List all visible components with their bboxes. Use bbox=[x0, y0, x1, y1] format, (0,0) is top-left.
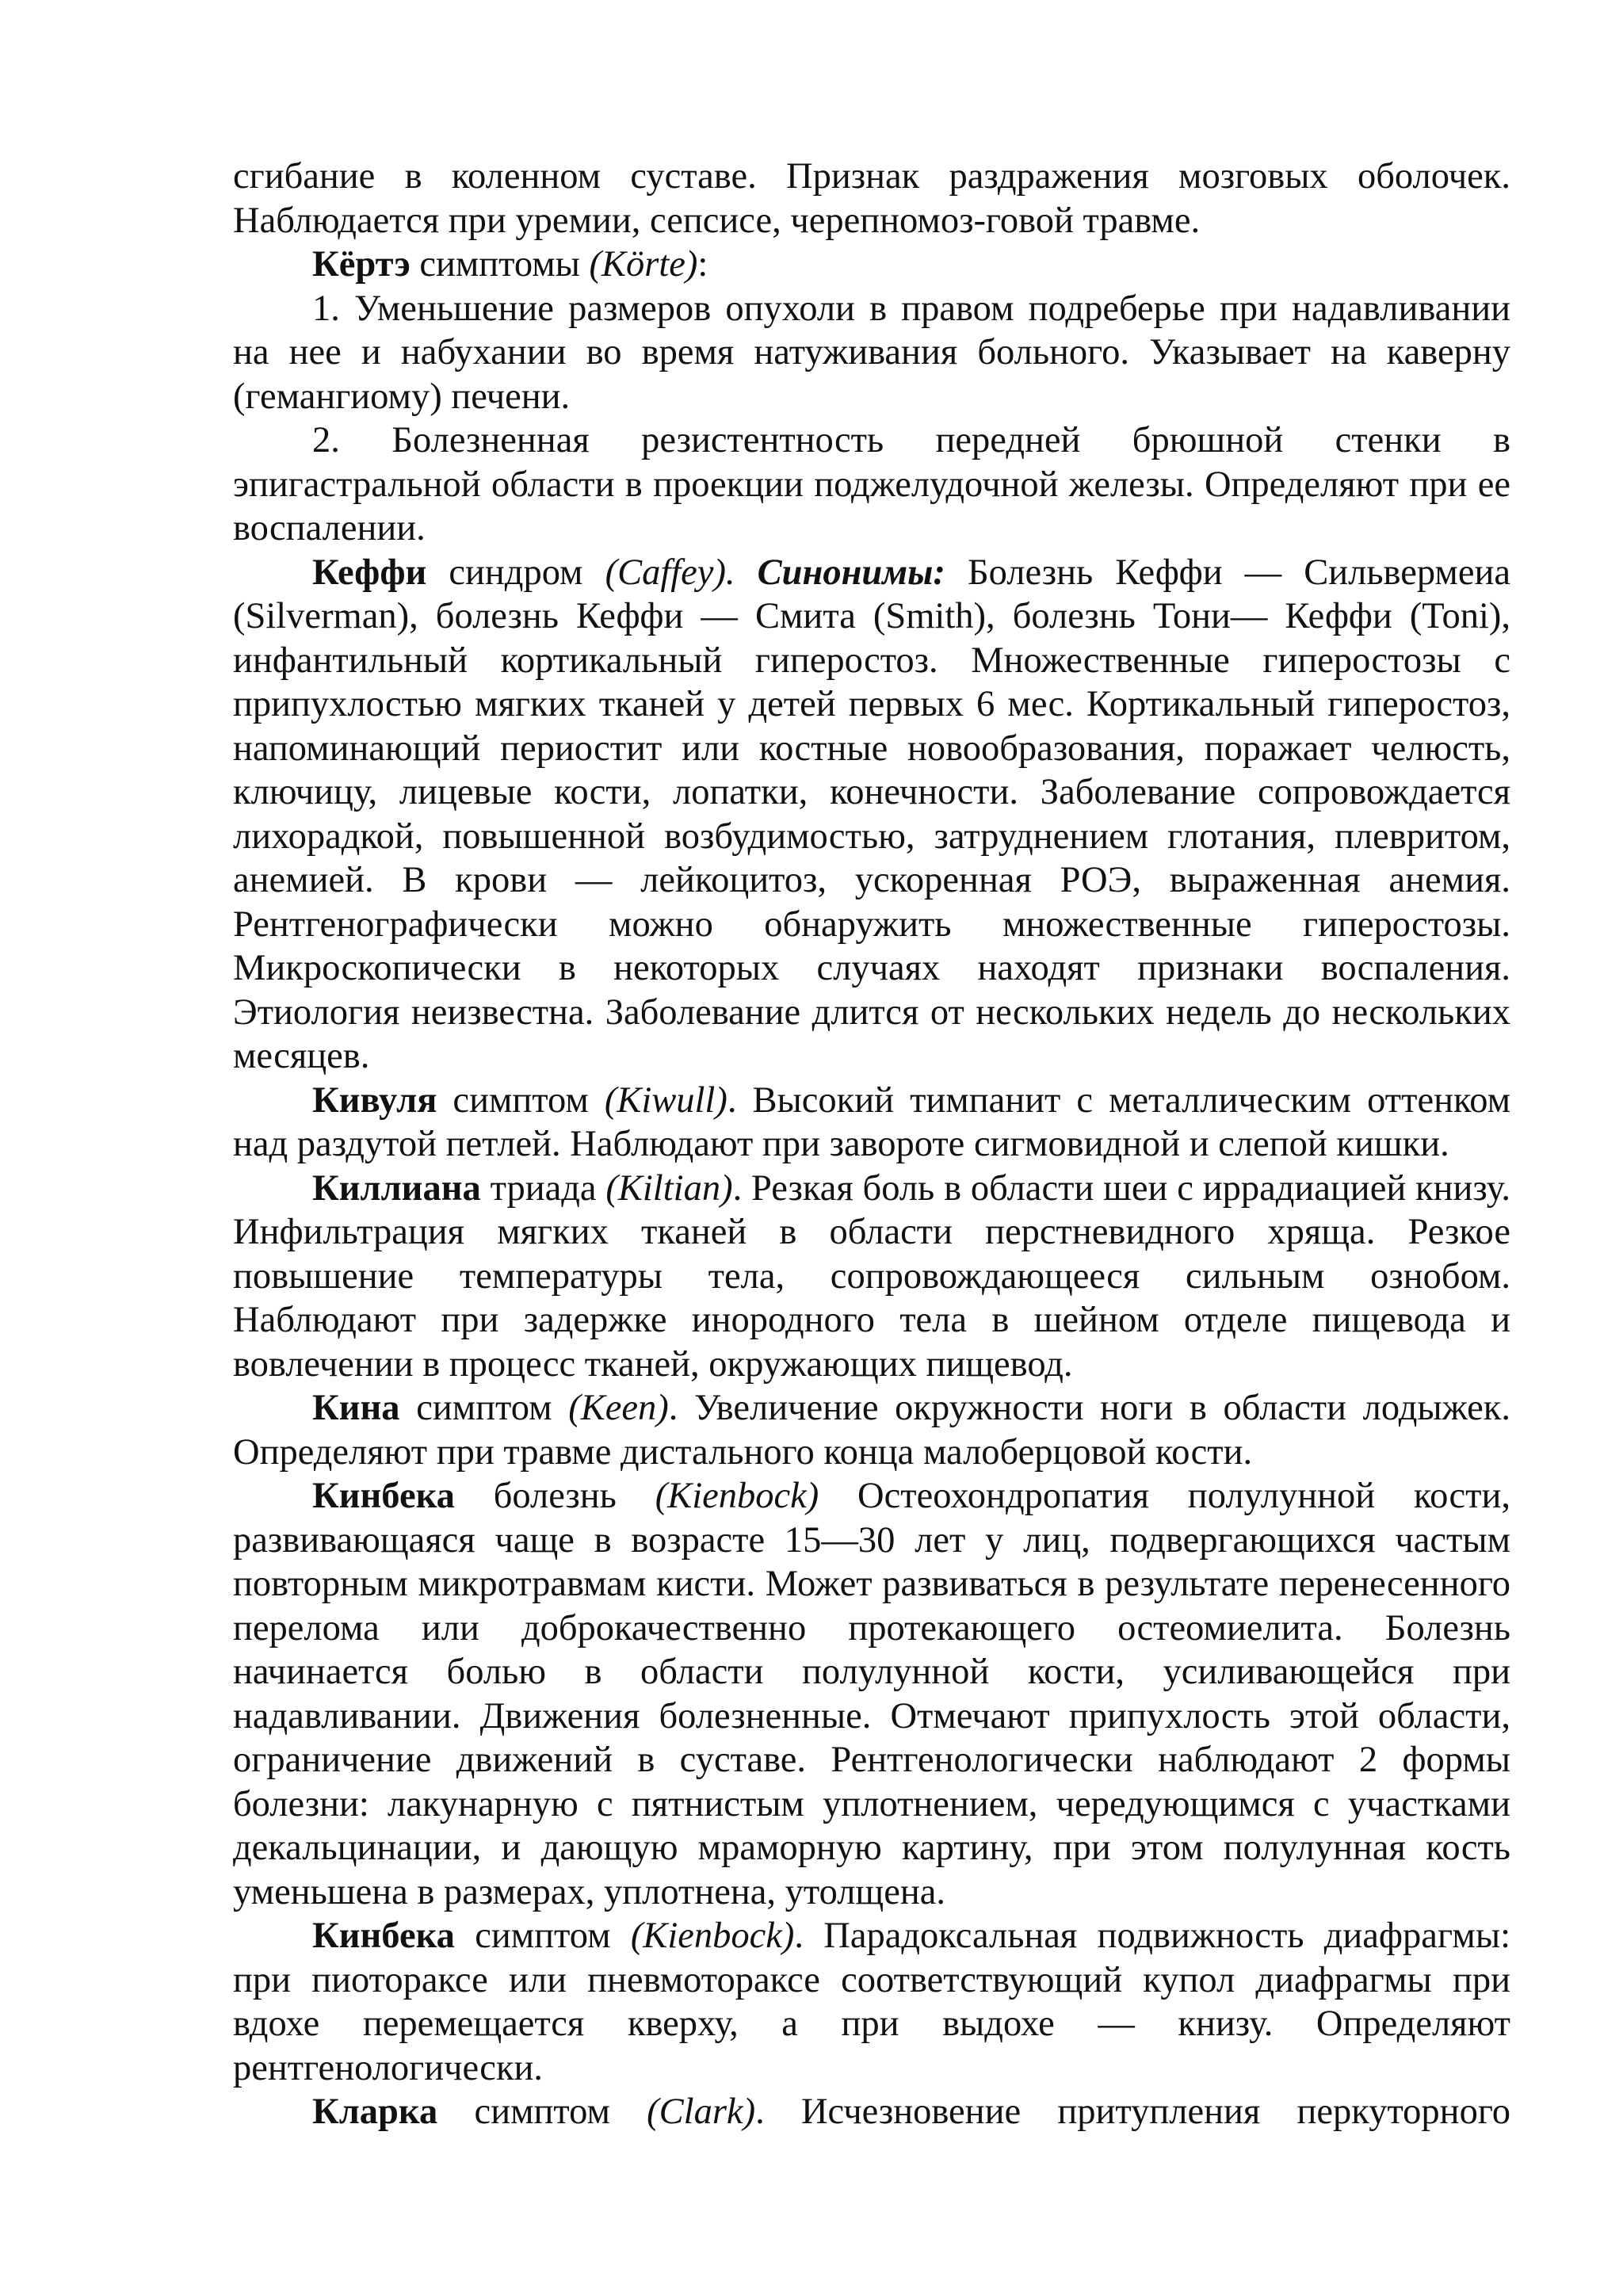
paragraph bbox=[233, 418, 1510, 551]
paragraph bbox=[233, 2090, 1510, 2134]
paragraph-text: : bbox=[697, 244, 708, 285]
paragraph-text: . Резкая боль в области шеи с иррадиацией книзу. Инфильтрация мягких тканей в области перстневидного хряща. Резкое повышение температуры тела, сопровождающееся сильным ознобом. Наблюдают при задержке инородного тела в шейном отделе пищевода и вовлечении в процесс тканей, окружающих пищевод. bbox=[233, 1167, 1511, 1385]
paragraph-text: болезнь bbox=[454, 1476, 655, 1516]
paragraph bbox=[233, 1167, 1510, 1387]
paragraph-text: 1. Уменьшение размеров опухоли в правом подреберье при надавливании на нее и набухании во время натуживания больного. Указывает на каверну (гемангиому) печени. bbox=[233, 288, 1510, 417]
paragraph-text: синдром bbox=[426, 552, 605, 593]
paragraph bbox=[233, 1914, 1510, 2090]
paragraph-text: . Исчезновение притупления перкуторного bbox=[755, 2092, 1510, 2132]
term-name: Кларка bbox=[312, 2092, 438, 2132]
paragraph-text: . Высокий тимпанит с металлическим оттенком над раздутой петлей. Наблюдают при завороте сигмовидной и слепой кишки. bbox=[233, 1079, 1510, 1164]
eponym-latin: (Kienbock) bbox=[630, 1916, 795, 1956]
paragraph-text bbox=[735, 552, 758, 593]
paragraph-text: . Увеличение окружности ноги в области лодыжек. Определяют при травме дистального конца малоберцовой кости. bbox=[233, 1388, 1510, 1473]
paragraph-text: симптом bbox=[437, 2092, 647, 2132]
paragraph-text: симптом bbox=[399, 1388, 569, 1428]
eponym-latin: (Kienbock) bbox=[655, 1476, 819, 1516]
paragraph-text: Остеохондропатия полулунной кости, развивающаяся чаще в возрасте 15—30 лет у лиц, подвергающихся частым повторным микротравмам кисти. Может развиваться в результате перенесенного перелома или доброкачественно протекающего остеомиелита. Болезнь начинается болью в области полулунной кости, усиливающейся при надавливании. Движения болезненные. Отмечают припухлость этой области, ограничение движений в суставе. Рентгенологически наблюдают 2 формы болезни: лакунарную с пятнистым уплотнением, чередующимся с участками декальцинации, и дающую мраморную картину, при этом полулунная кость уменьшена в размерах, уплотнена, утолщена. bbox=[233, 1476, 1511, 1912]
document-page bbox=[233, 155, 1510, 2134]
term-name: Кинбека bbox=[312, 1916, 455, 1956]
term-name: Кеффи bbox=[312, 552, 427, 593]
eponym-latin: (Körte) bbox=[589, 244, 698, 285]
eponym-latin: (Clark) bbox=[647, 2092, 756, 2132]
paragraph-text: симптом bbox=[437, 1079, 605, 1121]
paragraph bbox=[233, 1474, 1510, 1914]
eponym-latin: (Kiwull) bbox=[604, 1079, 727, 1121]
paragraph-text: . Парадоксальная подвижность диафрагмы: при пиотораксе или пневмотораксе соответствующий купол диафрагмы при вдохе перемещается кверху, а при выдохе — книзу. Определяют рентгенологически. bbox=[233, 1916, 1510, 2088]
term-name: Кёртэ bbox=[312, 244, 411, 285]
paragraph-text: Болезнь Кеффи — Сильвермеиа (Silverman), болезнь Кеффи — Смита (Smith), болезнь Тони— Кеффи (Toni), инфантильный кортикальный гиперостоз. Множественные гиперостозы с припухлостью мягких тканей у детей первых 6 мес. Кортикальный гиперостоз, напоминающий периостит или костные новообразования, поражает челюсть, ключицу, лицевые кости, лопатки, конечности. Заболевание сопровождается лихорадкой, повышенной возбудимостью, затруднением глотания, плевритом, анемией. В крови — лейкоцитоз, ускоренная РОЭ, выраженная анемия. Рентгенографически можно обнаружить множественные гиперостозы. Микроскопически в некоторых случаях находят признаки воспаления. Этиология неизвестна. Заболевание длится от нескольких недель до нескольких месяцев. bbox=[233, 552, 1511, 1076]
eponym-latin: (Kiltian) bbox=[605, 1167, 733, 1209]
term-name: Киллиана bbox=[312, 1167, 481, 1209]
term-name: Кивуля bbox=[312, 1079, 437, 1121]
eponym-latin: (Caffey). bbox=[605, 552, 735, 593]
paragraph bbox=[233, 243, 1510, 287]
paragraph bbox=[233, 551, 1510, 1079]
paragraph bbox=[233, 287, 1510, 419]
term-name: Кина bbox=[312, 1388, 400, 1428]
paragraph-text: 2. Болезненная резистентность передней брюшной стенки в эпигастральной области в проекции поджелудочной железы. Определяют при ее воспалении. bbox=[233, 420, 1510, 548]
eponym-latin: (Keen) bbox=[568, 1388, 669, 1428]
paragraph-text: триада bbox=[480, 1167, 606, 1209]
paragraph-text: сгибание в коленном суставе. Признак раздражения мозговых оболочек. Наблюдается при уремии, сепсисе, черепномоз-говой травме. bbox=[233, 156, 1510, 241]
paragraph-text: симптом bbox=[454, 1916, 631, 1956]
paragraph bbox=[233, 1079, 1510, 1167]
term-name: Кинбека bbox=[312, 1476, 455, 1516]
paragraph-text: симптомы bbox=[410, 244, 590, 285]
synonyms-label: Синонимы: bbox=[757, 552, 945, 593]
paragraph bbox=[233, 1386, 1510, 1474]
paragraph bbox=[233, 155, 1510, 243]
